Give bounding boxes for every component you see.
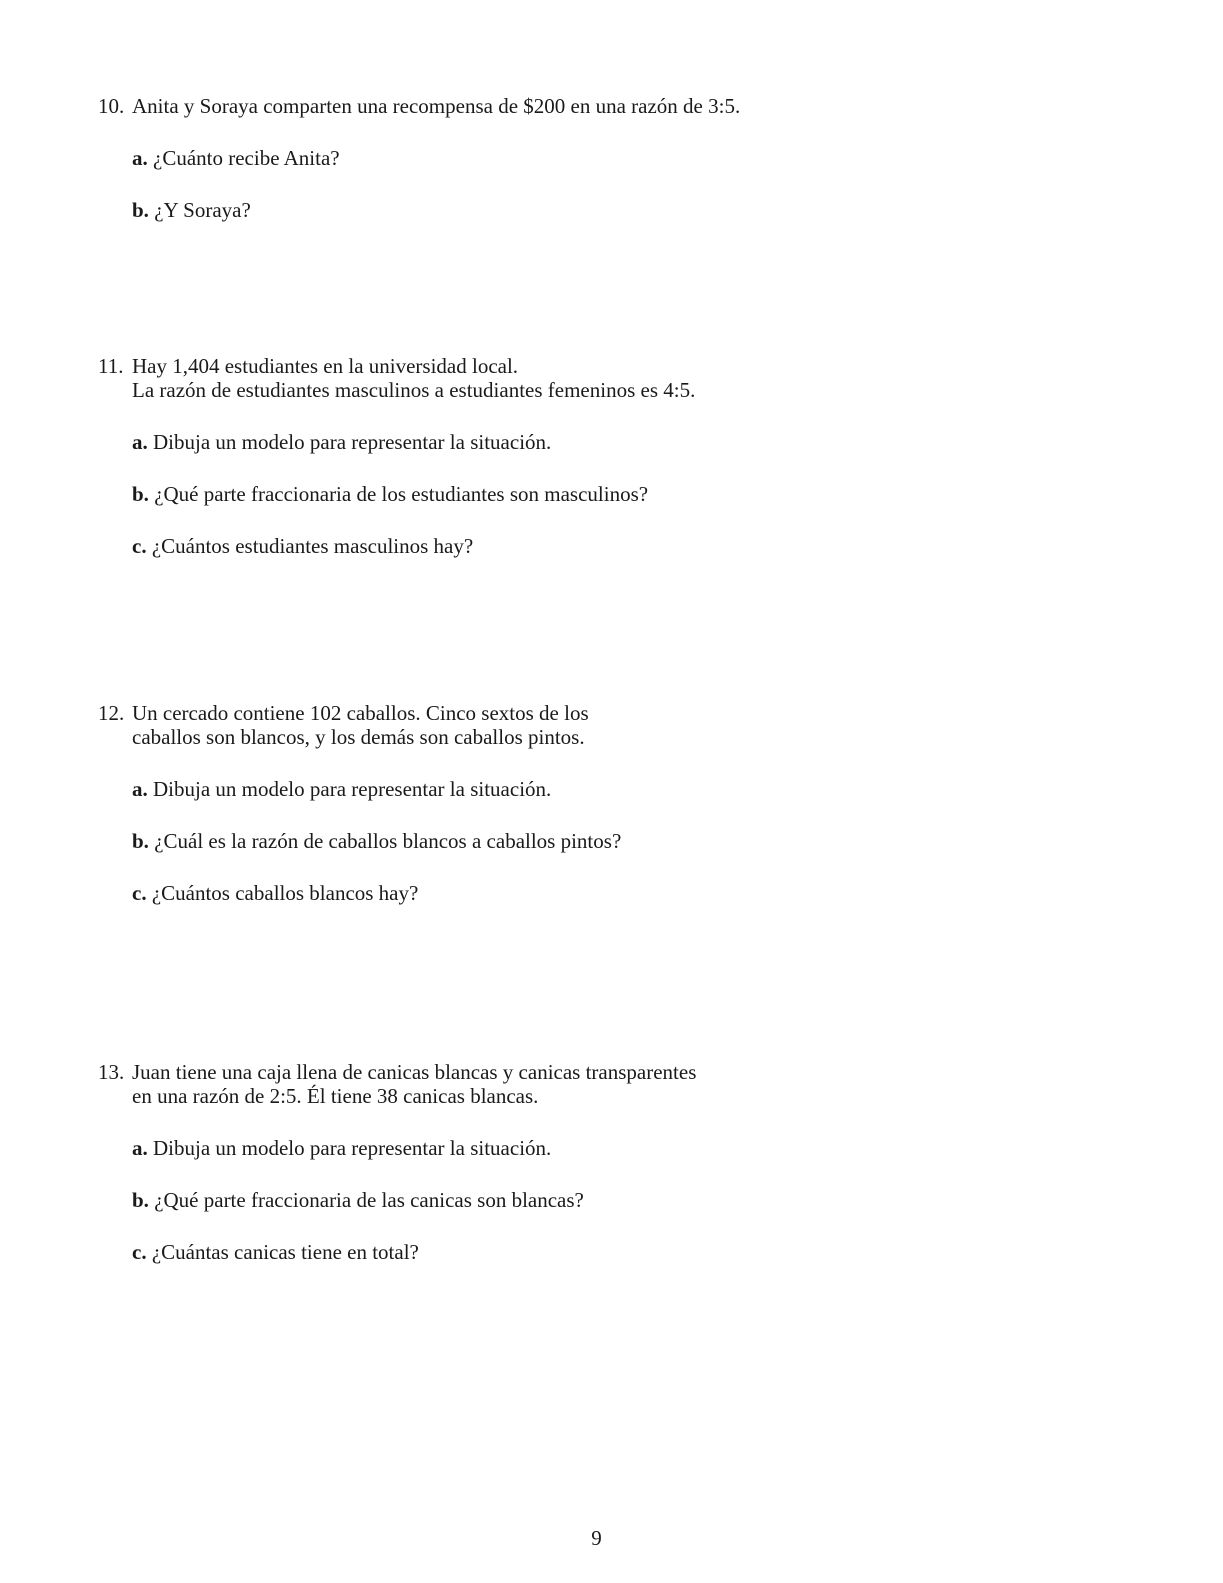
stem-line: caballos son blancos, y los demás son caballos pintos.	[132, 725, 585, 749]
problem-number: 13.	[98, 1060, 125, 1084]
part-text: ¿Cuántos caballos blancos hay?	[151, 881, 419, 905]
problem-12	[98, 701, 1098, 905]
problem-number: 12.	[98, 701, 125, 725]
stem-line: La razón de estudiantes masculinos a estudiantes femeninos es 4:5.	[132, 378, 696, 402]
problem-number: 11.	[98, 354, 124, 378]
problem-stem	[98, 94, 1098, 118]
part-label: a.	[132, 430, 148, 454]
part-label: a.	[132, 146, 148, 170]
part-text: ¿Cuántas canicas tiene en total?	[151, 1240, 419, 1264]
part-label: c.	[132, 1240, 147, 1264]
stem-line: Un cercado contiene 102 caballos. Cinco sextos de los	[132, 701, 589, 725]
part-a	[132, 430, 551, 454]
problem-13	[98, 1060, 1098, 1264]
part-text: ¿Qué parte fraccionaria de las canicas son blancas?	[154, 1188, 584, 1212]
part-text: ¿Qué parte fraccionaria de los estudiantes son masculinos?	[154, 482, 649, 506]
problem-number: 10.	[98, 94, 125, 118]
part-b	[132, 198, 251, 222]
part-b	[132, 482, 648, 506]
part-a	[132, 146, 340, 170]
part-text: ¿Cuántos estudiantes masculinos hay?	[151, 534, 474, 558]
stem-line: Anita y Soraya comparten una recompensa de $200 en una razón de 3:5.	[132, 94, 741, 118]
stem-line: Hay 1,404 estudiantes en la universidad local.	[132, 354, 519, 378]
part-b	[132, 829, 621, 853]
problem-10	[98, 94, 1098, 222]
part-text: ¿Cuál es la razón de caballos blancos a caballos pintos?	[154, 829, 622, 853]
part-text: ¿Cuánto recibe Anita?	[153, 146, 340, 170]
part-label: b.	[132, 1188, 149, 1212]
part-c	[132, 1240, 419, 1264]
part-a	[132, 1136, 551, 1160]
problem-stem	[98, 354, 1098, 402]
part-text: Dibuja un modelo para representar la situación.	[153, 430, 552, 454]
part-label: b.	[132, 482, 149, 506]
stem-line: Juan tiene una caja llena de canicas blancas y canicas transparentes	[132, 1060, 697, 1084]
part-label: b.	[132, 198, 149, 222]
part-label: c.	[132, 881, 147, 905]
stem-line: en una razón de 2:5. Él tiene 38 canicas blancas.	[132, 1084, 539, 1108]
part-text: Dibuja un modelo para representar la situación.	[153, 777, 552, 801]
part-label: a.	[132, 1136, 148, 1160]
problem-stem	[98, 1060, 1098, 1108]
page-number: 9	[591, 1526, 602, 1550]
part-text: Dibuja un modelo para representar la situación.	[153, 1136, 552, 1160]
part-a	[132, 777, 551, 801]
problem-11	[98, 354, 1098, 558]
part-b	[132, 1188, 584, 1212]
problem-stem	[98, 701, 1098, 749]
part-label: a.	[132, 777, 148, 801]
part-c	[132, 881, 418, 905]
part-label: b.	[132, 829, 149, 853]
part-text: ¿Y Soraya?	[154, 198, 251, 222]
part-c	[132, 534, 473, 558]
part-label: c.	[132, 534, 147, 558]
